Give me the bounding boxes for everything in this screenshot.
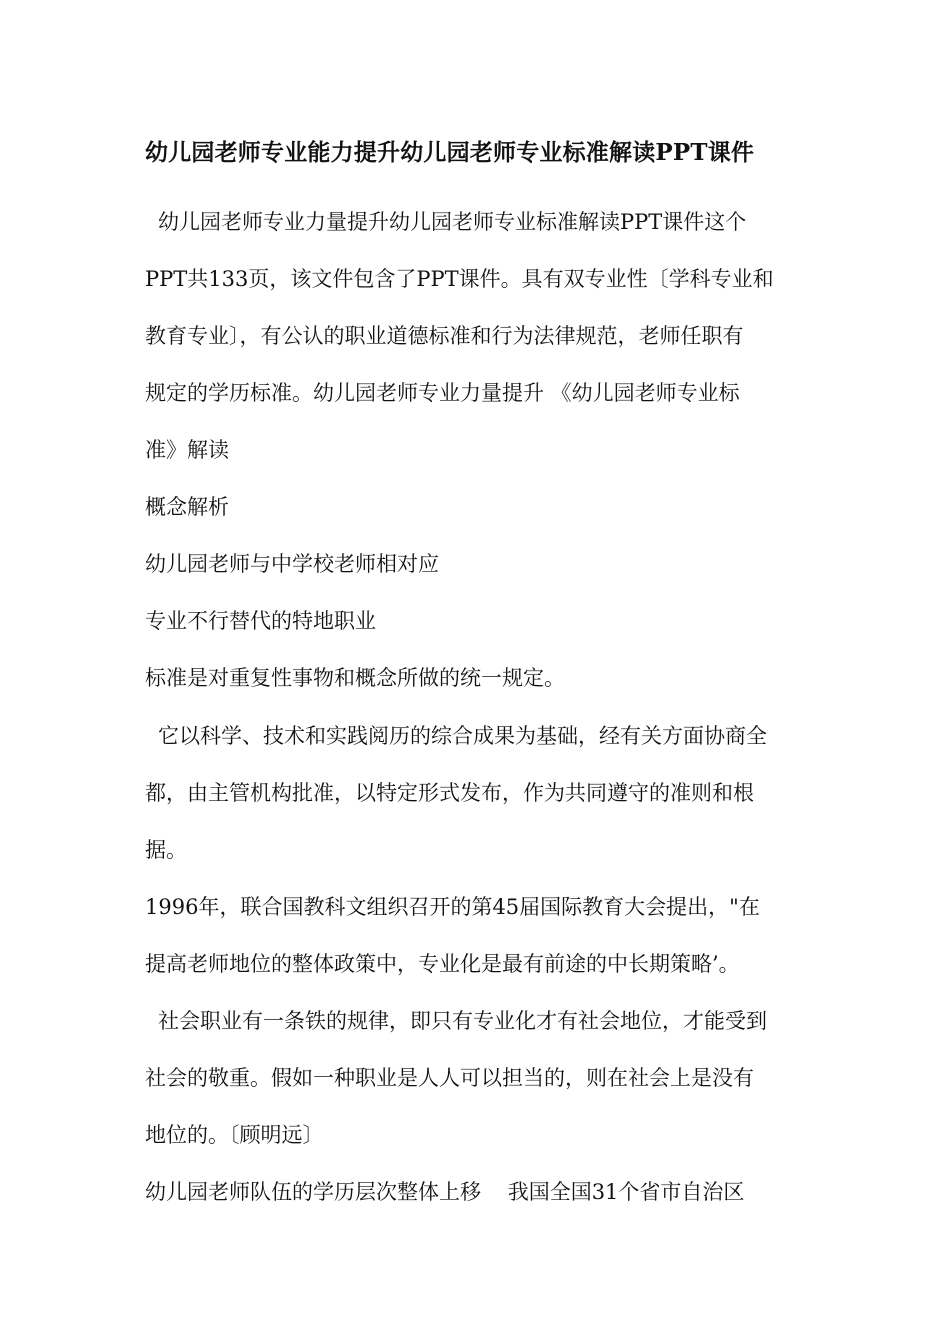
paragraph-line: 幼儿园老师与中学校老师相对应 xyxy=(145,552,439,576)
paragraph-line: 社会职业有一条铁的规律，即只有专业化才有社会地位，才能受到 xyxy=(158,1009,767,1033)
paragraph-line: 概念解析 xyxy=(145,495,229,519)
paragraph-line: PPT共133页，该文件包含了PPT课件。具有双专业性〔学科专业和 xyxy=(145,267,774,291)
paragraph-line: 准》解读 xyxy=(145,438,229,462)
paragraph-line: 地位的。〔顾明远〕 xyxy=(145,1123,324,1147)
paragraph-line: 它以科学、技术和实践阅历的综合成果为基础，经有关方面协商全 xyxy=(158,724,767,748)
paragraph-line: 提高老师地位的整体政策中，专业化是最有前途的中长期策略’。 xyxy=(145,952,740,976)
paragraph-line: 标准是对重复性事物和概念所做的统一规定。 xyxy=(145,666,565,690)
paragraph-line: 幼儿园老师队伍的学历层次整体上移 我国全国31个省市自治区 xyxy=(145,1180,745,1204)
paragraph-line: 1996年，联合国教科文组织召开的第45届国际教育大会提出，"在 xyxy=(145,895,760,919)
paragraph-line: 规定的学历标准。幼儿园老师专业力量提升 《幼儿园老师专业标 xyxy=(145,381,740,405)
document-title: 幼儿园老师专业能力提升幼儿园老师专业标准解读PPT课件 xyxy=(145,139,755,166)
paragraph-line: 都，由主管机构批准，以特定形式发布，作为共同遵守的准则和根 xyxy=(145,781,754,805)
paragraph-line: 幼儿园老师专业力量提升幼儿园老师专业标准解读PPT课件这个 xyxy=(158,210,747,234)
paragraph-line: 教育专业〕，有公认的职业道德标准和行为法律规范，老师任职有 xyxy=(145,324,744,348)
paragraph-line: 社会的敬重。假如一种职业是人人可以担当的，则在社会上是没有 xyxy=(145,1066,754,1090)
paragraph-line: 专业不行替代的特地职业 xyxy=(145,609,376,633)
paragraph-line: 据。 xyxy=(145,838,187,862)
